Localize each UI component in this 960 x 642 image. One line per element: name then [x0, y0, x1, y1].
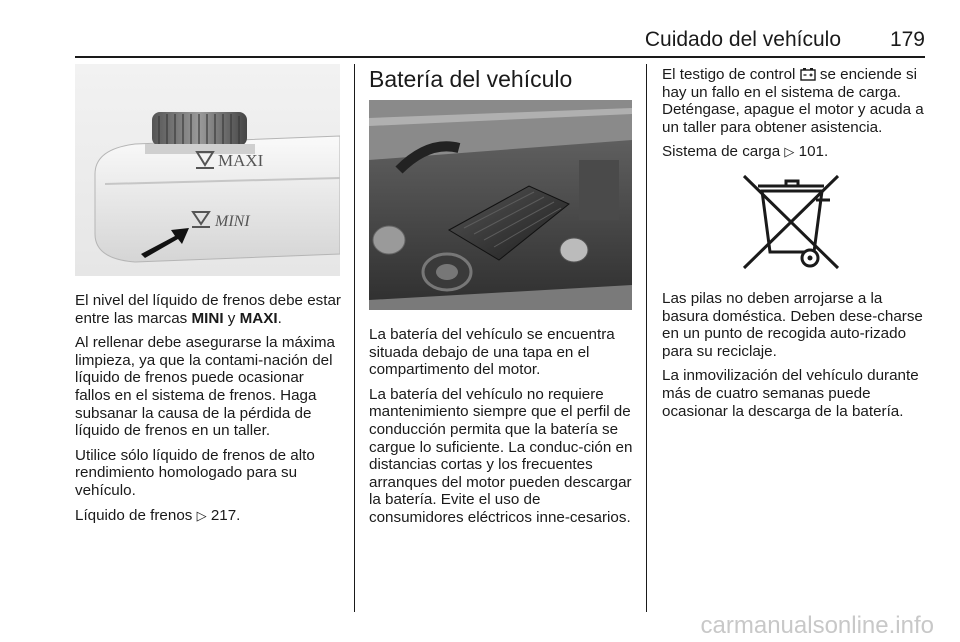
paragraph-battery-maintenance: La batería del vehículo no requiere mantenimiento siempre que el perfil de conducción permita que la batería se cargue lo suficiente. La conduc‐ción en distancias cortas y los frecuentes arranques del motor pueden descargar la batería. Evite el uso de consumidores eléctricos inne‐cesarios.: [369, 385, 633, 526]
page-number: 179: [889, 28, 925, 51]
paragraph-brake-level: El nivel del líquido de frenos debe estar entre las marcas MINI y MAXI.: [75, 292, 341, 327]
page-reference-arrow-icon: ▷: [784, 145, 795, 161]
engine-compartment-image: [369, 100, 632, 310]
watermark: carmanualsonline.info: [700, 612, 934, 639]
header-title: Cuidado del vehículo: [644, 28, 841, 51]
page-reference-link[interactable]: 217.: [210, 506, 241, 524]
paragraph-fluid-reference: Líquido de frenos ▷ 217.: [75, 506, 241, 524]
paragraph-refill: Al rellenar debe asegurarse la máxima limpieza, ya que la contami‐nación del líquido de frenos puede ocasionar fallos en el sistema de frenos. Haga subsanar la causa de la pérdida de líquido de frenos en un taller.: [75, 334, 336, 440]
page-reference-link[interactable]: 101.: [798, 143, 829, 161]
paragraph-warning-light: El testigo de control se enciende si hay un fallo en el sistema de carga. Deténgase, apague el motor y acuda a un taller para obtener asistencia.: [662, 66, 924, 136]
header-rule: [75, 56, 925, 58]
column-1-text: [75, 292, 343, 532]
crossed-out-bin-icon: [740, 172, 844, 274]
page-header: [75, 28, 925, 50]
paragraph-vehicle-immobilization: La inmovilización del vehículo durante más de cuatro semanas puede ocasionar la descarga de la batería.: [662, 367, 919, 420]
column-3-text: [662, 66, 928, 169]
column-divider-1: [354, 64, 355, 612]
paragraph-battery-location: La batería del vehículo se encuentra situada debajo de una tapa en el compartimento del motor.: [369, 326, 615, 379]
paragraph-charging-reference: Sistema de carga ▷ 101.: [662, 143, 829, 161]
section-title: Batería del vehículo: [369, 66, 573, 92]
column-divider-2: [646, 64, 647, 612]
battery-warning-icon: [800, 67, 816, 81]
paragraph-fluid-type: Utilice sólo líquido de frenos de alto rendimiento homologado para su vehículo.: [75, 446, 315, 499]
brake-fluid-reservoir-image: [75, 64, 340, 276]
svg-text:MAXI: MAXI: [218, 151, 264, 170]
column-2-text: [369, 326, 637, 534]
column-3-text-lower: [662, 290, 928, 427]
page-reference-arrow-icon: ▷: [196, 508, 207, 524]
svg-text:MINI: MINI: [215, 213, 250, 230]
paragraph-battery-disposal: Las pilas no deben arrojarse a la basura doméstica. Deben dese‐charse en un punto de recogida auto‐rizado para su reciclaje.: [662, 290, 923, 360]
